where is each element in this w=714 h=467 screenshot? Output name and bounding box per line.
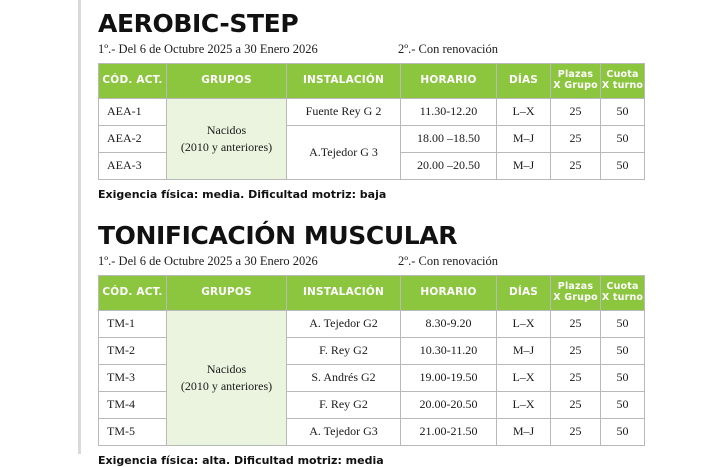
cell-plazas: 25	[551, 125, 601, 152]
table-row	[99, 310, 645, 337]
col-header-horario: HORARIO	[401, 63, 497, 98]
cell-plazas: 25	[551, 418, 601, 445]
requirements-note-aerobic: Exigencia física: media. Dificultad motriz: baja	[98, 187, 387, 201]
col-header-plazas-line2: X Grupo	[553, 79, 598, 91]
cell-codigo: AEA-1	[99, 98, 167, 125]
table-header-row	[99, 63, 645, 98]
cell-cuota: 50	[601, 125, 645, 152]
col-header-grupos: GRUPOS	[167, 63, 287, 98]
schedule-table-aerobic	[98, 63, 645, 180]
cell-instalacion: Fuente Rey G 2	[287, 98, 401, 125]
cell-grupos	[167, 310, 287, 445]
cell-instalacion: F. Rey G2	[287, 337, 401, 364]
cell-dias: M–J	[497, 418, 551, 445]
cell-instalacion: A. Tejedor G3	[287, 418, 401, 445]
table-row	[99, 98, 645, 125]
page-title-tonificacion-muscular: TONIFICACIÓN MUSCULAR	[98, 221, 458, 250]
col-header-cuota	[601, 63, 645, 98]
col-header-plazas	[551, 63, 601, 98]
cell-instalacion: F. Rey G2	[287, 391, 401, 418]
section-aerobic-step	[98, 10, 644, 201]
cell-codigo: TM-3	[99, 364, 167, 391]
period-first-term-tonificacion: 1º.- Del 6 de Octubre 2025 a 30 Enero 2026	[98, 253, 318, 268]
cell-codigo: TM-5	[99, 418, 167, 445]
col-header-cuota-line2: X turno	[601, 291, 644, 303]
col-header-instalacion: INSTALACIÓN	[287, 63, 401, 98]
cell-horario: 20.00-20.50	[401, 391, 497, 418]
cell-codigo: TM-4	[99, 391, 167, 418]
cell-horario: 18.00 –18.50	[401, 125, 497, 152]
col-header-instalacion: INSTALACIÓN	[287, 275, 401, 310]
cell-cuota: 50	[601, 364, 645, 391]
cell-plazas: 25	[551, 152, 601, 179]
schedule-period-line-aerobic	[98, 42, 644, 57]
col-header-cuota-line1: Cuota	[606, 280, 639, 292]
cell-grupos	[167, 98, 287, 179]
col-header-cuota-line1: Cuota	[606, 68, 639, 80]
cell-cuota: 50	[601, 98, 645, 125]
requirements-note-tonificacion: Exigencia física: alta. Dificultad motriz: media	[98, 453, 384, 467]
cell-horario: 21.00-21.50	[401, 418, 497, 445]
col-header-dias: DÍAS	[497, 275, 551, 310]
cell-cuota: 50	[601, 310, 645, 337]
col-header-plazas	[551, 275, 601, 310]
cell-grupos-line1: Nacidos	[206, 362, 247, 377]
cell-codigo: AEA-3	[99, 152, 167, 179]
cell-codigo: AEA-2	[99, 125, 167, 152]
table-header-row	[99, 275, 645, 310]
col-header-cuota-line2: X turno	[601, 79, 644, 91]
cell-grupos-line2: (2010 y anteriores)	[180, 378, 273, 393]
cell-horario: 8.30-9.20	[401, 310, 497, 337]
cell-cuota: 50	[601, 152, 645, 179]
page-title-aerobic-step: AEROBIC-STEP	[98, 9, 299, 38]
cell-dias: L–X	[497, 310, 551, 337]
cell-dias: M–J	[497, 337, 551, 364]
cell-plazas: 25	[551, 98, 601, 125]
cell-plazas: 25	[551, 364, 601, 391]
cell-cuota: 50	[601, 418, 645, 445]
cell-instalacion: A.Tejedor G 3	[287, 125, 401, 179]
cell-codigo: TM-1	[99, 310, 167, 337]
cell-cuota: 50	[601, 391, 645, 418]
cell-cuota: 50	[601, 337, 645, 364]
col-header-plazas-line1: Plazas	[557, 280, 594, 292]
col-header-dias: DÍAS	[497, 63, 551, 98]
col-header-plazas-line2: X Grupo	[553, 291, 598, 303]
col-header-grupos: GRUPOS	[167, 275, 287, 310]
cell-instalacion: A. Tejedor G2	[287, 310, 401, 337]
cell-plazas: 25	[551, 310, 601, 337]
col-header-codigo: CÓD. ACT.	[99, 275, 167, 310]
cell-dias: L–X	[497, 391, 551, 418]
cell-horario: 10.30-11.20	[401, 337, 497, 364]
section-tonificacion-muscular	[98, 222, 644, 467]
left-margin-rule	[78, 0, 81, 454]
col-header-codigo: CÓD. ACT.	[99, 63, 167, 98]
cell-codigo: TM-2	[99, 337, 167, 364]
col-header-horario: HORARIO	[401, 275, 497, 310]
schedule-period-line-tonificacion	[98, 254, 644, 269]
period-second-term-aerobic: 2º.- Con renovación	[398, 41, 499, 56]
period-first-term-aerobic: 1º.- Del 6 de Octubre 2025 a 30 Enero 2026	[98, 41, 318, 56]
cell-dias: L–X	[497, 98, 551, 125]
cell-instalacion: S. Andrés G2	[287, 364, 401, 391]
cell-horario: 20.00 –20.50	[401, 152, 497, 179]
cell-horario: 11.30-12.20	[401, 98, 497, 125]
cell-dias: L–X	[497, 364, 551, 391]
col-header-plazas-line1: Plazas	[557, 68, 594, 80]
cell-dias: M–J	[497, 125, 551, 152]
cell-grupos-line2: (2010 y anteriores)	[180, 139, 273, 154]
cell-dias: M–J	[497, 152, 551, 179]
cell-horario: 19.00-19.50	[401, 364, 497, 391]
period-second-term-tonificacion: 2º.- Con renovación	[398, 253, 499, 268]
cell-plazas: 25	[551, 391, 601, 418]
col-header-cuota	[601, 275, 645, 310]
schedule-table-tonificacion	[98, 275, 645, 446]
cell-grupos-line1: Nacidos	[206, 123, 247, 138]
cell-plazas: 25	[551, 337, 601, 364]
